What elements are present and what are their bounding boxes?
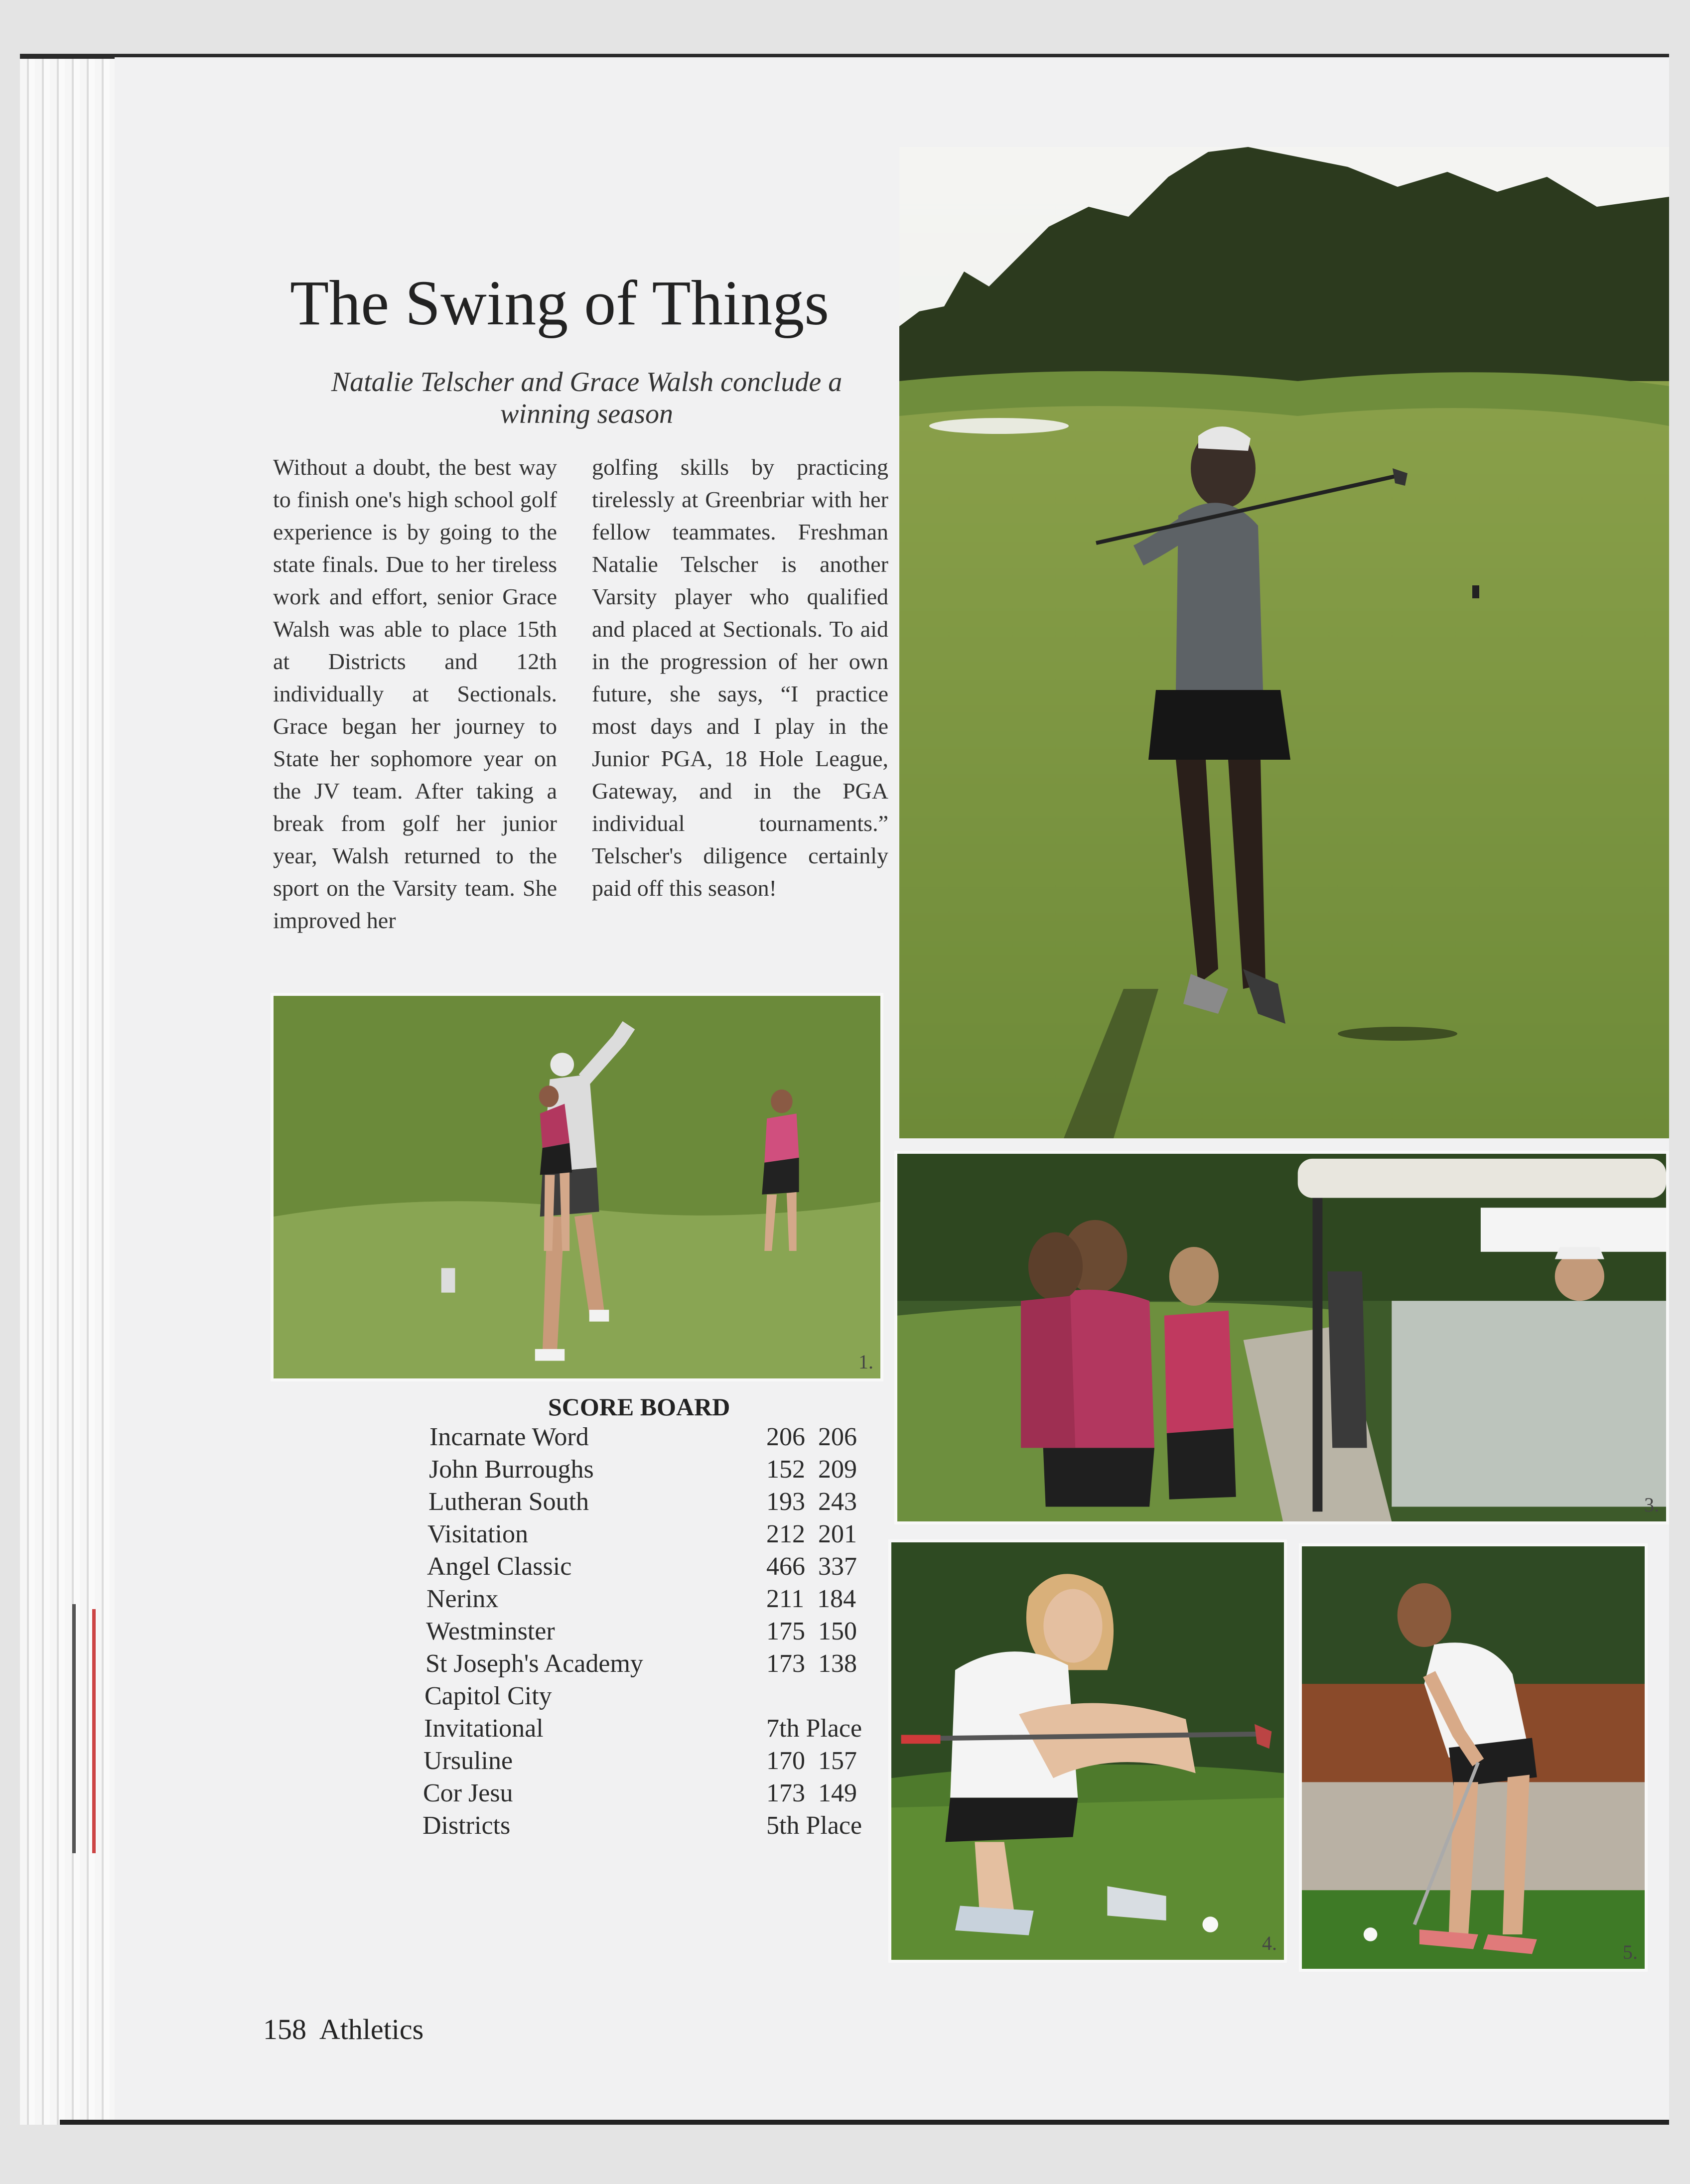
scoreboard-team: Ursuline bbox=[423, 1747, 513, 1775]
scoreboard-result: 173 149 bbox=[766, 1779, 857, 1807]
scoreboard-team: Lutheran South bbox=[428, 1488, 589, 1516]
scoreboard-result: 175 150 bbox=[766, 1617, 857, 1645]
photo-putting-golfer bbox=[1299, 1543, 1648, 1972]
scoreboard-result: 466 337 bbox=[766, 1552, 857, 1581]
scoreboard-result: 206 206 bbox=[766, 1423, 857, 1451]
photo-tee-shot bbox=[271, 993, 883, 1381]
scoreboard-result: 170 157 bbox=[766, 1747, 857, 1775]
scoreboard-result: 152 209 bbox=[766, 1455, 857, 1484]
scoreboard-team: Incarnate Word bbox=[429, 1423, 589, 1451]
page-bottom-edge bbox=[60, 2120, 1669, 2125]
scoreboard-team: Cor Jesu bbox=[423, 1779, 513, 1807]
scoreboard-result: 7th Place bbox=[766, 1714, 862, 1743]
scoreboard-result: 211 184 bbox=[766, 1585, 856, 1613]
binding-mark bbox=[92, 1609, 96, 1853]
scoreboard-team: St Joseph's Academy bbox=[425, 1649, 643, 1678]
scoreboard-result: 5th Place bbox=[766, 1811, 862, 1840]
page-folio bbox=[263, 2013, 423, 2046]
photo-golfer-swing bbox=[899, 147, 1669, 1138]
photo-number: 1. bbox=[858, 1351, 873, 1373]
photo-golf-cart bbox=[894, 1151, 1669, 1524]
article-body-right: golfing skills by practicing tirelessly at Greenbriar with her fellow teammates. Freshman Natalie Telscher is another Varsity player who qualified and placed at Sectionals. To aid in the progression of her own future, she says, “I practice most days and I play in the Junior PGA, 18 Hole League, Gateway, and in the PGA individual tournaments.” Telscher's diligence certainly paid off this season! bbox=[592, 454, 888, 901]
photo-number: 4. bbox=[1262, 1932, 1277, 1954]
photo-number: 5. bbox=[1623, 1941, 1638, 1963]
scoreboard-team: John Burroughs bbox=[429, 1455, 594, 1484]
article-subtitle: Natalie Telscher and Grace Walsh conclude a winning season bbox=[331, 367, 843, 430]
scoreboard-team: Westminster bbox=[426, 1617, 555, 1645]
scoreboard-team: Angel Classic bbox=[427, 1552, 572, 1581]
scoreboard-team: Visitation bbox=[427, 1520, 528, 1548]
photo-crouching-golfer bbox=[888, 1539, 1287, 1963]
page-number: 158 bbox=[263, 2013, 306, 2046]
scoreboard-result: 193 243 bbox=[766, 1488, 857, 1516]
article-title: The Swing of Things bbox=[290, 268, 830, 338]
binding-mark bbox=[72, 1604, 76, 1853]
scoreboard-result: 212 201 bbox=[766, 1520, 857, 1548]
scoreboard-result: 173 138 bbox=[766, 1649, 857, 1678]
scoreboard-title: SCORE BOARD bbox=[548, 1393, 730, 1421]
scoreboard-team: Nerinx bbox=[426, 1585, 499, 1613]
scoreboard-team: Capitol City bbox=[424, 1682, 552, 1710]
article-body-left: Without a doubt, the best way to finish one's high school golf experience is by going to the state finals. Due to her tireless work and effort, senior Grace Walsh was able to place 15th at Districts and 12th individually at Sectionals. Grace began her journey to State her sophomore year on the JV team. After taking a break from golf her junior year, Walsh returned to the sport on the Varsity team. She improved her bbox=[273, 454, 557, 933]
scoreboard-team: Districts bbox=[422, 1811, 511, 1840]
section-name: Athletics bbox=[319, 2013, 424, 2046]
scoreboard-team: Invitational bbox=[424, 1714, 544, 1743]
photo-number: 3. bbox=[1644, 1494, 1659, 1516]
